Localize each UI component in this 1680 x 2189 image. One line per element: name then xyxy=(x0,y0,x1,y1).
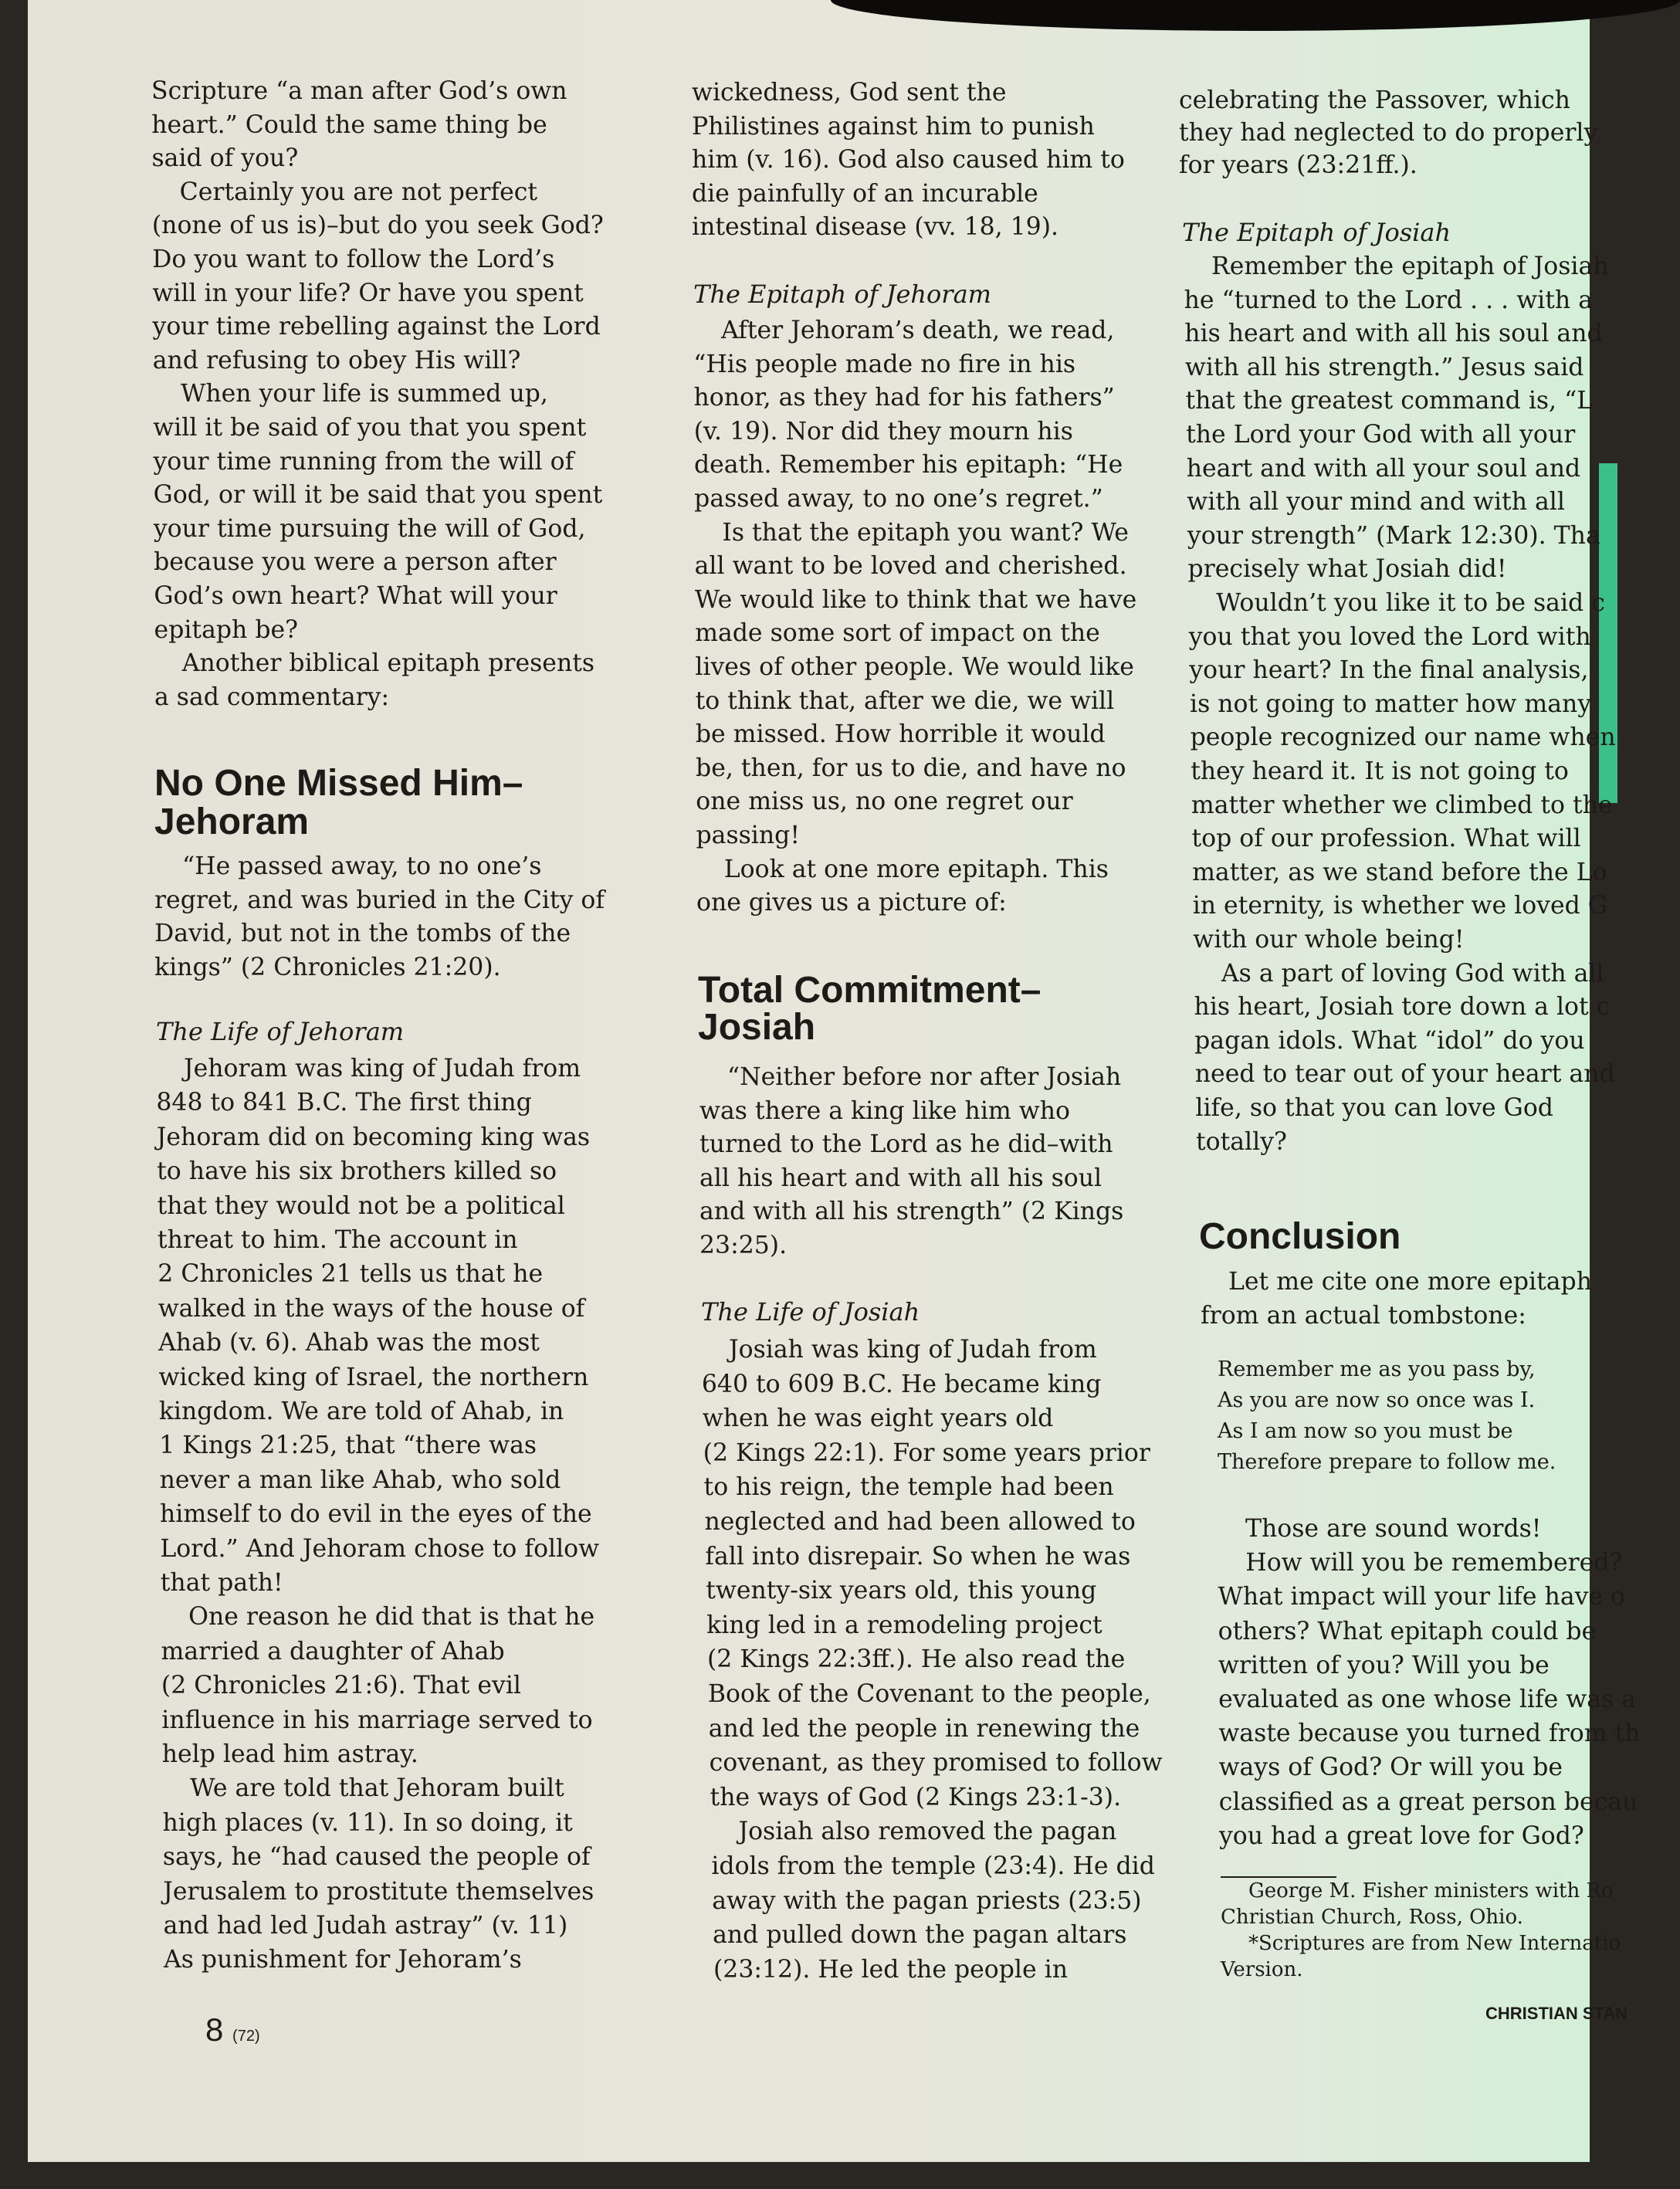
text-line: “Neither before nor after Josiah xyxy=(727,1063,1122,1091)
text-line: 1 Kings 21:25, that “there was xyxy=(159,1432,537,1460)
text-line: Let me cite one more epitaph xyxy=(1228,1268,1593,1296)
text-line: God, or will it be said that you spent xyxy=(153,481,603,510)
text-line: you that you loved the Lord with xyxy=(1188,622,1591,651)
text-line: walked in the ways of the house of xyxy=(158,1294,585,1323)
text-line: Christian Church, Ross, Ohio. xyxy=(1221,1906,1523,1929)
text-line: heart.” Could the same thing be xyxy=(151,110,547,139)
text-line: Jerusalem to prostitute themselves xyxy=(163,1877,594,1906)
text-line: evaluated as one whose life was a xyxy=(1218,1686,1637,1713)
heading-line: Conclusion xyxy=(1199,1216,1401,1257)
text-line: because you were a person after xyxy=(154,548,557,577)
text-line: to have his six brothers killed so xyxy=(157,1157,557,1186)
text-line: said of you? xyxy=(151,144,299,173)
text-line: that path! xyxy=(160,1569,283,1597)
text-line: need to tear out of your heart and xyxy=(1194,1060,1615,1089)
text-line: top of our profession. What will xyxy=(1191,825,1581,853)
text-line: Ahab (v. 6). Ahab was the most xyxy=(158,1329,540,1357)
text-line: Josiah also removed the pagan xyxy=(738,1818,1117,1846)
text-line: and with all his strength” (2 Kings xyxy=(699,1198,1124,1226)
page-number: 8 (72) xyxy=(205,2011,260,2048)
text-line: We are told that Jehoram built xyxy=(190,1774,564,1803)
text-line: with all your mind and with all xyxy=(1187,488,1565,517)
text-line: (v. 19). Nor did they mourn his xyxy=(693,417,1073,446)
text-line: wickedness, God sent the xyxy=(692,79,1007,107)
text-line: was there a king like him who xyxy=(699,1096,1070,1125)
text-line: One reason he did that is that he xyxy=(188,1603,595,1632)
page-edge-shadow xyxy=(831,0,1680,31)
text-line: passed away, to no one’s regret.” xyxy=(694,485,1103,513)
text-line: with our whole being! xyxy=(1193,926,1465,954)
text-line: threat to him. The account in xyxy=(157,1226,518,1254)
text-line: that they would not be a political xyxy=(157,1191,565,1220)
text-line: Jehoram was king of Judah from xyxy=(184,1055,581,1083)
text-line: die painfully of an incurable xyxy=(692,179,1038,208)
text-line: people recognized our name when xyxy=(1190,723,1616,752)
text-line: 23:25). xyxy=(699,1232,788,1259)
text-line: a sad commentary: xyxy=(154,683,390,711)
text-line: and refusing to obey His will? xyxy=(152,346,521,374)
text-line: Do you want to follow the Lord’s xyxy=(152,246,555,273)
text-line: Lord.” And Jehoram chose to follow xyxy=(160,1534,600,1563)
text-line: made some sort of impact on the xyxy=(695,619,1100,648)
text-line: Scripture “a man after God’s own xyxy=(151,77,567,105)
text-line: is not going to matter how many xyxy=(1190,690,1592,718)
text-line: high places (v. 11). In so doing, it xyxy=(162,1808,573,1837)
text-line: your strength” (Mark 12:30). Tha xyxy=(1187,521,1600,550)
text-line: all his heart and with all his soul xyxy=(699,1164,1102,1192)
text-line: married a daughter of Ahab xyxy=(161,1637,505,1665)
text-line: the Lord your God with all your xyxy=(1186,421,1576,449)
text-line: and led the people in renewing the xyxy=(708,1714,1140,1743)
text-line: in eternity, is whether we loved G xyxy=(1192,892,1607,920)
text-line: kings” (2 Chronicles 21:20). xyxy=(154,953,501,981)
text-line: (2 Kings 22:1). For some years prior xyxy=(703,1438,1150,1467)
text-line: covenant, as they promised to follow xyxy=(709,1749,1163,1777)
text-line: help lead him astray. xyxy=(161,1740,418,1768)
text-line: death. Remember his epitaph: “He xyxy=(693,451,1123,479)
text-line: be missed. How horrible it would xyxy=(695,720,1106,749)
text-line: says, he “had caused the people of xyxy=(162,1843,591,1872)
text-line: waste because you turned from th xyxy=(1218,1720,1641,1748)
text-line: precisely what Josiah did! xyxy=(1187,555,1507,584)
text-line: After Jehoram’s death, we read, xyxy=(721,317,1115,344)
text-line: himself to do evil in the eyes of the xyxy=(160,1500,592,1529)
text-line: God’s own heart? What will your xyxy=(154,582,557,610)
text-line: idols from the temple (23:4). He did xyxy=(711,1852,1155,1880)
heading-line: Jehoram xyxy=(154,801,310,842)
text-line: Remember me as you pass by, xyxy=(1218,1357,1536,1381)
text-line: him (v. 16). God also caused him to xyxy=(692,146,1125,175)
text-line: (none of us is)–but do you seek God? xyxy=(151,212,604,240)
subheading: The Epitaph of Jehoram xyxy=(693,280,991,309)
text-line: and had led Judah astray” (v. 11) xyxy=(163,1912,568,1940)
text-line: Is that the epitaph you want? We xyxy=(722,518,1129,547)
text-line: from an actual tombstone: xyxy=(1201,1302,1526,1330)
text-line: pagan idols. What “idol” do you xyxy=(1194,1026,1585,1055)
text-line: As punishment for Jehoram’s xyxy=(164,1946,522,1974)
text-line: will in your life? Or have you spent xyxy=(152,279,584,307)
text-line: matter whether we climbed to the xyxy=(1191,791,1613,819)
text-line: to think that, after we die, we will xyxy=(695,686,1115,715)
text-line: 640 to 609 B.C. He became king xyxy=(701,1370,1102,1398)
text-line: honor, as they had for his fathers” xyxy=(693,384,1115,412)
text-line: the ways of God (2 Kings 23:1-3). xyxy=(710,1783,1122,1811)
text-line: totally? xyxy=(1196,1127,1287,1156)
text-line: turned to the Lord as he did–with xyxy=(699,1130,1113,1159)
text-line: one miss us, no one regret our xyxy=(696,788,1073,816)
text-line: When your life is summed up, xyxy=(181,380,548,408)
running-title: CHRISTIAN STAN xyxy=(1485,2004,1628,2023)
text-line: “His people made no fire in his xyxy=(693,350,1076,378)
text-line: life, so that you can love God xyxy=(1195,1094,1553,1122)
page-ref: (72) xyxy=(232,2028,260,2045)
text-line: What impact will your life have o xyxy=(1218,1583,1626,1611)
text-line: intestinal disease (vv. 18, 19). xyxy=(692,213,1059,242)
text-line: matter, as we stand before the Lo xyxy=(1192,858,1607,886)
text-line: he “turned to the Lord . . . with a xyxy=(1184,286,1593,314)
subheading: The Life of Jehoram xyxy=(156,1017,405,1046)
text-line: your time rebelling against the Lord xyxy=(152,313,601,341)
text-line: (23:12). He led the people in xyxy=(713,1955,1069,1984)
text-line: all want to be loved and cherished. xyxy=(694,552,1127,581)
text-line: heart and with all your soul and xyxy=(1186,454,1581,483)
subheading: The Life of Josiah xyxy=(701,1297,920,1327)
heading-line: No One Missed Him– xyxy=(154,763,523,804)
text-line: with all his strength.” Jesus said xyxy=(1184,353,1584,381)
text-line: lives of other people. We would like xyxy=(695,653,1134,681)
text-line: your time running from the will of xyxy=(153,447,574,476)
text-line: wicked king of Israel, the northern xyxy=(158,1363,589,1391)
text-line: Jehoram did on becoming king was xyxy=(156,1123,591,1151)
text-line: As I am now so you must be xyxy=(1218,1419,1513,1443)
text-line: celebrating the Passover, which xyxy=(1179,86,1570,114)
text-line: you had a great love for God? xyxy=(1219,1821,1584,1850)
text-line: Wouldn’t you like it to be said c xyxy=(1216,589,1605,617)
text-line: Therefore prepare to follow me. xyxy=(1218,1450,1556,1474)
text-line: one gives us a picture of: xyxy=(696,889,1007,917)
text-line: king led in a remodeling project xyxy=(706,1611,1102,1639)
text-line: Josiah was king of Judah from xyxy=(729,1336,1097,1364)
text-line: to his reign, the temple had been xyxy=(703,1473,1114,1502)
footnote-rule xyxy=(1221,1876,1336,1878)
text-line: twenty-six years old, this young xyxy=(706,1577,1097,1605)
text-line: epitaph be? xyxy=(154,615,299,644)
text-line: We would like to think that we have xyxy=(694,585,1137,614)
text-line: for years (23:21ff.). xyxy=(1179,151,1418,179)
text-line: when he was eight years old xyxy=(702,1405,1054,1433)
text-line: Remember the epitaph of Josiah xyxy=(1211,252,1609,280)
magazine-page xyxy=(28,0,1641,2162)
text-line: Certainly you are not perfect xyxy=(179,178,538,206)
heading-line: Josiah xyxy=(698,1007,816,1048)
text-line: never a man like Ahab, who sold xyxy=(159,1466,561,1494)
text-line: 2 Chronicles 21 tells us that he xyxy=(158,1260,544,1289)
text-line: Those are sound words! xyxy=(1245,1515,1542,1543)
text-line: *Scriptures are from New Internatio xyxy=(1248,1932,1621,1955)
text-line: Another biblical epitaph presents xyxy=(181,649,595,678)
text-line: As you are now so once was I. xyxy=(1218,1388,1536,1412)
text-line: be, then, for us to die, and have no xyxy=(696,754,1126,782)
text-line: Look at one more epitaph. This xyxy=(723,855,1109,883)
text-line: away with the pagan priests (23:5) xyxy=(712,1886,1142,1915)
text-line: neglected and had been allowed to xyxy=(704,1508,1136,1536)
text-line: passing! xyxy=(696,822,800,849)
text-line: will it be said of you that you spent xyxy=(153,414,587,442)
text-line: fall into disrepair. So when he was xyxy=(705,1542,1131,1571)
text-line: ways of God? Or will you be xyxy=(1218,1754,1563,1782)
text-line: influence in his marriage served to xyxy=(161,1706,593,1734)
text-line: (2 Kings 22:3ff.). He also read the xyxy=(707,1645,1126,1674)
text-line: your time pursuing the will of God, xyxy=(153,514,586,543)
text-line: written of you? Will you be xyxy=(1218,1651,1550,1679)
text-line: (2 Chronicles 21:6). That evil xyxy=(161,1672,521,1700)
text-line: your heart? In the final analysis, xyxy=(1189,656,1589,685)
text-line: and pulled down the pagan altars xyxy=(713,1921,1127,1950)
text-line: Version. xyxy=(1221,1958,1303,1981)
heading-line: Total Commitment– xyxy=(698,970,1042,1011)
text-line: “He passed away, to no one’s xyxy=(182,852,542,880)
text-line: they heard it. It is not going to xyxy=(1191,757,1569,785)
text-line: David, but not in the tombs of the xyxy=(154,920,571,948)
text-line: As a part of loving God with all xyxy=(1221,959,1604,988)
text-line: Philistines against him to punish xyxy=(692,112,1095,141)
text-line: George M. Fisher ministers with Ro xyxy=(1248,1879,1614,1903)
text-line: his heart, Josiah tore down a lot c xyxy=(1194,993,1611,1022)
text-line: regret, and was buried in the City of xyxy=(154,886,605,914)
text-line: How will you be remembered? xyxy=(1245,1549,1623,1577)
text-line: 848 to 841 B.C. The first thing xyxy=(156,1089,532,1117)
text-line: his heart and with all his soul and xyxy=(1184,320,1603,348)
subheading: The Epitaph of Josiah xyxy=(1182,218,1451,247)
text-line: Book of the Covenant to the people, xyxy=(707,1680,1151,1708)
text-line: kingdom. We are told of Ahab, in xyxy=(158,1398,564,1425)
text-line: others? What epitaph could be xyxy=(1218,1617,1597,1645)
text-line: classified as a great person becau xyxy=(1218,1787,1638,1816)
text-line: they had neglected to do properly xyxy=(1179,119,1598,147)
text-line: that the greatest command is, “L xyxy=(1185,387,1594,415)
